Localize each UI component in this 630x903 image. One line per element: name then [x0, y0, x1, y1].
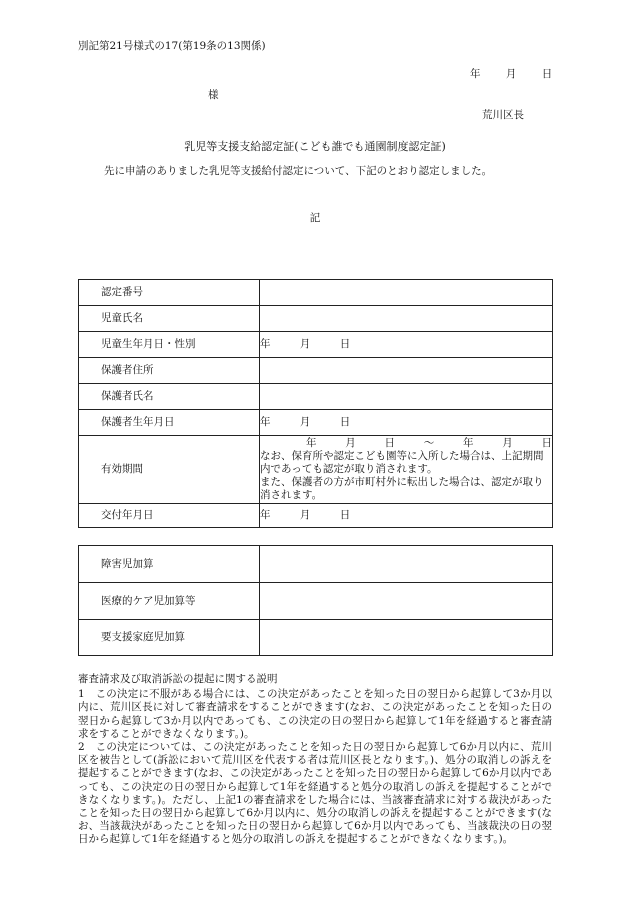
row-label: 保護者住所	[79, 358, 260, 384]
start-month-unit: 月	[345, 437, 356, 449]
month-unit: 月	[299, 338, 311, 350]
table-row	[79, 306, 553, 332]
explanation-item-1: 1 この決定に不服がある場合には、この決定があったことを知った日の翌日から起算して3か月以内に、荒川区長に対して審査請求をすることができます(なお、この決定があったことを知った日の翌日から起算して3か月以内であっても、この決定の日の翌日から起算して1年を経過すると審査請求をすることができなくなります。)。	[78, 688, 552, 740]
child-birthdate-value	[260, 332, 553, 358]
table-row	[79, 332, 553, 358]
validity-period-value	[260, 436, 553, 504]
start-day-unit: 日	[384, 437, 395, 449]
table-row	[79, 410, 553, 436]
disability-addition-value	[260, 546, 553, 583]
certification-table	[78, 279, 553, 528]
table-row	[79, 504, 553, 528]
issue-date-line	[470, 66, 552, 81]
ki-marker: 記	[309, 212, 321, 224]
support-family-addition-value	[260, 620, 553, 656]
period-tilde: ～	[423, 437, 435, 449]
row-label: 有効期間	[79, 436, 260, 504]
row-label: 認定番号	[79, 280, 260, 306]
explanation-heading: 審査請求及び取消訴訟の提起に関する説明	[78, 673, 278, 685]
day-unit: 日	[339, 338, 351, 350]
day-unit: 日	[339, 509, 351, 521]
explanation-item-2: 2 この決定については、この決定があったことを知った日の翌日から起算して6か月以内に、荒川区を被告として(訴訟において荒川区を代表する者は荒川区長となります。)、処分の取消しの訴えを提起することができます(なお、この決定があったことを知った日の翌日から起算して6か月以内であっても、この決定の日の翌日から起算して1年を経過すると処分の取消しの訴えを提起することができなくなります。)。ただし、上記1の審査請求をした場合には、当該審査請求に対する裁決があったことを知った日の翌日から起算して6か月以内に、処分の取消しの訴えを提起することができます(なお、当該裁決があったことを知った日の翌日から起算して6か月以内であっても、当該裁決の日の翌日から起算して1年を経過すると処分の取消しの訴えを提起することができなくなります。)。	[78, 741, 552, 846]
validity-note-nursery: なお、保育所や認定こども園等に入所した場合は、上記期間内であっても認定が取り消されます。	[260, 450, 544, 475]
validity-period-dates	[260, 437, 552, 450]
table-row	[79, 620, 553, 656]
guardian-address-value	[260, 358, 553, 384]
month-unit: 月	[299, 416, 311, 428]
row-label: 保護者生年月日	[79, 410, 260, 436]
table-row	[79, 358, 553, 384]
row-label: 児童氏名	[79, 306, 260, 332]
year-unit: 年	[260, 338, 271, 350]
year-unit: 年	[260, 509, 271, 521]
certification-number-value	[260, 280, 553, 306]
row-label: 障害児加算	[79, 546, 260, 583]
row-label: 児童生年月日・性別	[79, 332, 260, 358]
year-unit: 年	[260, 416, 271, 428]
date-year-label: 年	[470, 68, 481, 80]
document-title: 乳児等支援支給認定証(こども誰でも通園制度認定証)	[184, 140, 446, 153]
table-row	[79, 583, 553, 620]
child-name-value	[260, 306, 553, 332]
issuer-name: 荒川区長	[482, 109, 524, 121]
end-day-unit: 日	[541, 437, 552, 449]
table-row	[79, 436, 553, 504]
issue-date-value	[260, 504, 553, 528]
start-year-unit: 年	[306, 437, 317, 449]
row-label: 要支援家庭児加算	[79, 620, 260, 656]
addressee-suffix: 様	[208, 89, 219, 101]
date-day-label: 日	[541, 68, 553, 80]
table-row	[79, 280, 553, 306]
addition-table	[78, 545, 553, 656]
row-label: 交付年月日	[79, 504, 260, 528]
guardian-birthdate-value	[260, 410, 553, 436]
intro-text: 先に申請のありました乳児等支援給付認定について、下記のとおり認定しました。	[104, 165, 493, 177]
date-month-label: 月	[505, 68, 517, 80]
table-row	[79, 546, 553, 583]
table-row	[79, 384, 553, 410]
day-unit: 日	[339, 416, 351, 428]
month-unit: 月	[299, 509, 311, 521]
medical-care-addition-value	[260, 583, 553, 620]
form-number: 別記第21号様式の17(第19条の13関係)	[78, 40, 266, 52]
appeal-explanation	[78, 673, 552, 847]
validity-note-relocation: また、保護者の方が市町村外に転出した場合は、認定が取り消されます。	[260, 476, 544, 501]
guardian-name-value	[260, 384, 553, 410]
end-year-unit: 年	[463, 437, 474, 449]
row-label: 医療的ケア児加算等	[79, 583, 260, 620]
row-label: 保護者氏名	[79, 384, 260, 410]
end-month-unit: 月	[502, 437, 513, 449]
